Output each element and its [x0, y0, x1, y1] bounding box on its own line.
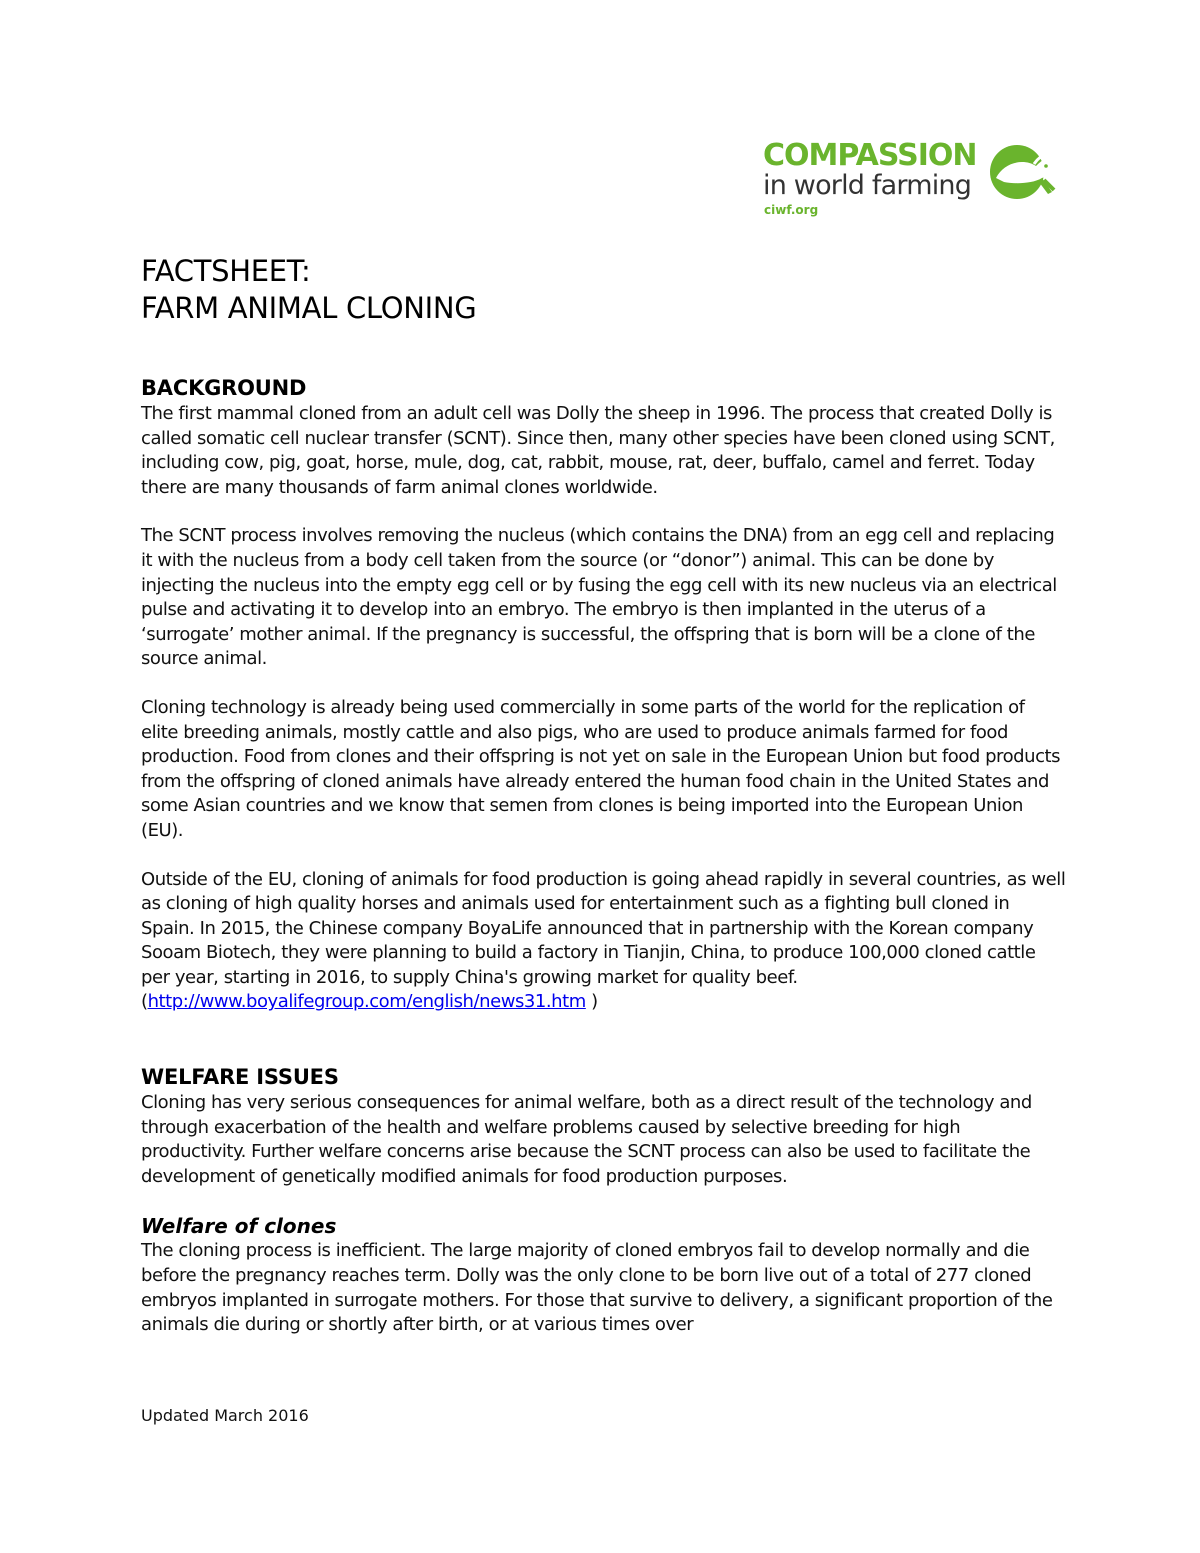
welfare-heading: WELFARE ISSUES	[141, 1065, 339, 1090]
welfare-of-clones-subheading: Welfare of clones	[141, 1214, 337, 1239]
boyalife-news-link[interactable]: http://www.boyalifegroup.com/english/news31.htm	[147, 991, 586, 1013]
background-paragraph-1: The first mammal cloned from an adult cell was Dolly the sheep in 1996. The process that created Dolly is called somatic cell nuclear transfer (SCNT). Since then, many other species have been cloned using SCNT, including cow, pig, goat, horse, mule, dog, cat, rabbit, mouse, rat, deer, buffalo, camel and ferret. Today there are many thousands of farm animal clones worldwide.	[141, 403, 1055, 498]
welfare-paragraph-1: Cloning has very serious consequences for animal welfare, both as a direct result of the technology and through exacerbation of the health and welfare problems caused by selective breeding for high productivity. Further welfare concerns arise because the SCNT process can also be used to facilitate the development of genetically modified animals for food production purposes.	[141, 1092, 1032, 1187]
title-line-1: FACTSHEET:	[141, 254, 311, 288]
leaping-hare-icon	[984, 140, 1064, 204]
background-paragraph-3: Cloning technology is already being used commercially in some parts of the world for the replication of elite breeding animals, mostly cattle and also pigs, who are used to produce animals farmed for food production. Food from clones and their offspring is not yet on sale in the European Union but food products from the offspring of cloned animals have already entered the human food chain in the United States and some Asian countries and we know that semen from clones is being imported into the European Union (EU).	[141, 696, 1061, 841]
background-paragraph-2: The SCNT process involves removing the nucleus (which contains the DNA) from an egg cell and replacing it with the nucleus from a body cell taken from the source (or “donor”) animal. This can be done by injecting the nucleus into the empty egg cell or by fusing the egg cell with its new nucleus via an electrical pulse and activating it to develop into an embryo. The embryo is then implanted in the uterus of a ‘surrogate’ mother animal. If the pregnancy is successful, the offspring that is born will be a clone of the source animal.	[141, 525, 1057, 670]
updated-date-footer: Updated March 2016	[141, 1406, 309, 1425]
logo-url-text: ciwf.org	[764, 203, 819, 217]
title-line-2: FARM ANIMAL CLONING	[141, 291, 477, 325]
background-heading: BACKGROUND	[141, 376, 307, 400]
paragraph-4-end: )	[585, 991, 598, 1013]
page-title	[141, 253, 476, 327]
background-paragraph-4	[141, 868, 1066, 1016]
welfare-paragraph-2: The cloning process is inefficient. The large majority of cloned embryos fail to develop normally and die before the pregnancy reaches term. Dolly was the only clone to be born live out of a total of 277 cloned embryos implanted in surrogate mothers. For those that survive to delivery, a significant proportion of the animals die during or shortly after birth, or at various times over	[141, 1240, 1053, 1336]
logo-in-world-farming-text: in world farming	[763, 170, 972, 201]
document-body	[141, 374, 1066, 1338]
paragraph-4-text: Outside of the EU, cloning of animals for food production is going ahead rapidly in several countries, as well as cloning of high quality horses and animals used for entertainment such as a fighting bull cloned in Spain. In 2015, the Chinese company BoyaLife announced that in partnership with the Korean company Sooam Biotech, they were planning to build a factory in Tianjin, China, to produce 100,000 cloned cattle per year, starting in 2016, to supply China's growing market for quality beef. (	[141, 868, 1066, 1013]
ciwf-logo	[760, 138, 1070, 228]
logo-compassion-text: COMPASSION	[763, 138, 977, 173]
